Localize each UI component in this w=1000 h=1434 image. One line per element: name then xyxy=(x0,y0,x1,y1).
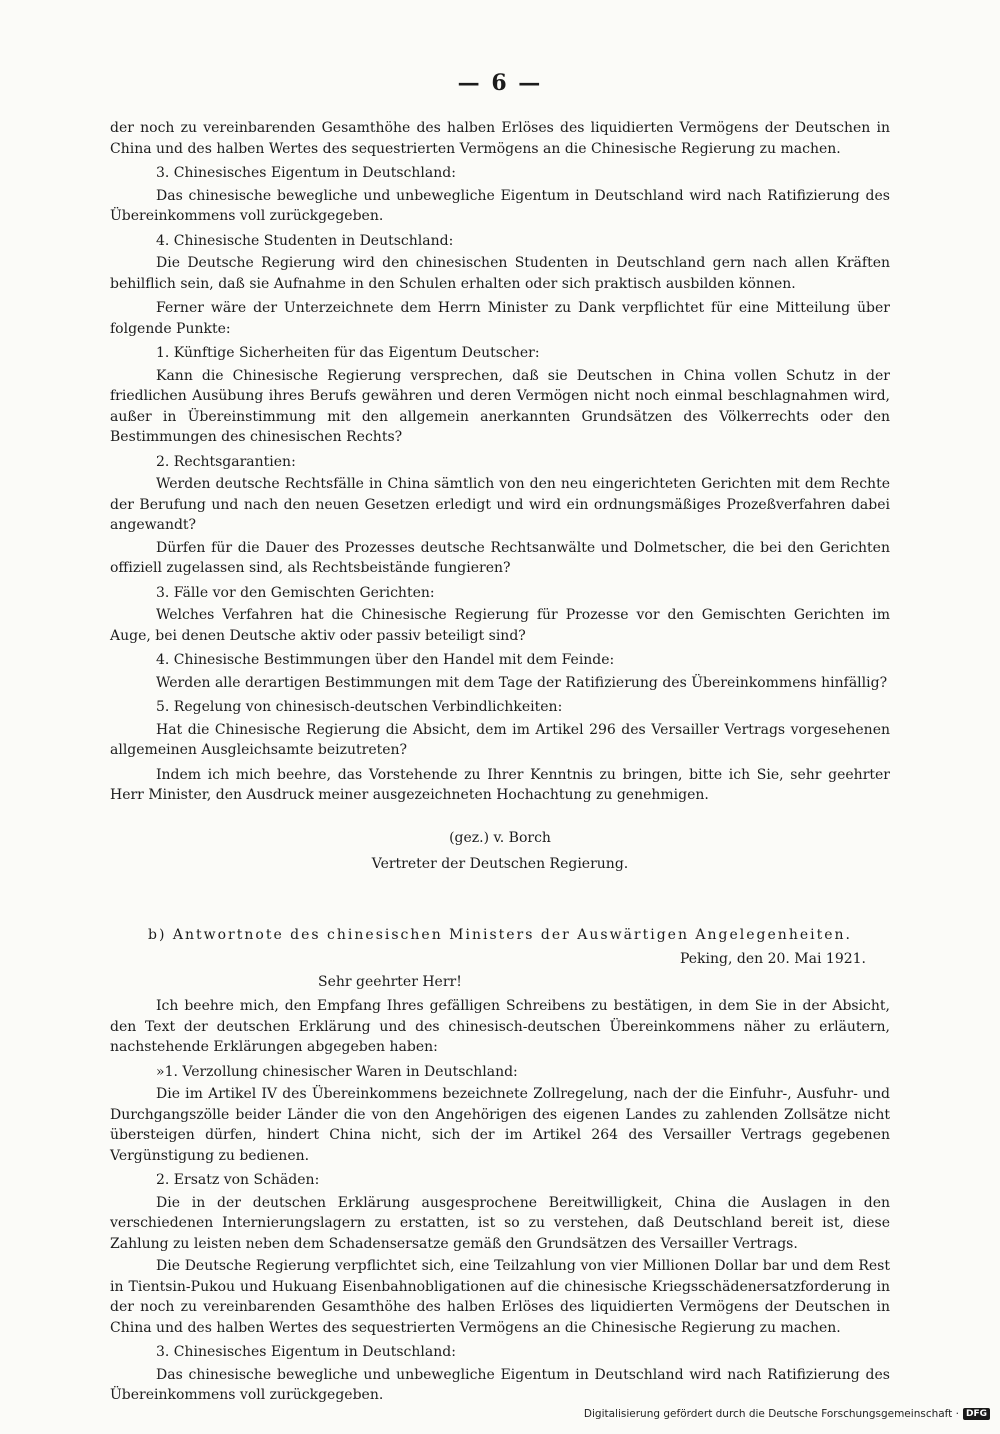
section-heading: 2. Ersatz von Schäden: xyxy=(156,1172,320,1188)
paragraph: Kann die Chinesische Regierung versprechen, daß sie Deutschen in China vollen Schutz in der friedlichen Ausübung ihres Berufs gewähren und deren Vermögen nicht noch einmal beschlagnahmen wird, außer in Übereinstimmung mit den allgemein anerkannten Grundsätzen des Völkerrechts oder den Bestimmungen des chinesischen Rechts? xyxy=(110,367,890,445)
paragraph: Dürfen für die Dauer des Prozesses deutsche Rechtsanwälte und Dolmetscher, die bei den Gerichten offiziell zugelassen sind, als Rechtsbeistände fungieren? xyxy=(110,539,890,576)
dfg-logo-icon: DFG xyxy=(963,1408,990,1420)
paragraph: Das chinesische bewegliche und unbewegliche Eigentum in Deutschland wird nach Ratifizierung des Übereinkommens voll zurückgegeben. xyxy=(110,1366,890,1403)
paragraph: Ferner wäre der Unterzeichnete dem Herrn Minister zu Dank verpflichtet für eine Mitteilung über folgende Punkte: xyxy=(110,300,890,337)
salutation: Sehr geehrter Herr! xyxy=(318,973,462,990)
page-number: — 6 — xyxy=(457,70,543,96)
paragraph: Welches Verfahren hat die Chinesische Regierung für Prozesse vor den Gemischten Gerichten im Auge, bei denen Deutsche aktiv oder passiv beteiligt sind? xyxy=(110,607,890,644)
section-heading: 3. Chinesisches Eigentum in Deutschland: xyxy=(156,165,456,181)
paragraph: Hat die Chinesische Regierung die Absicht, dem im Artikel 296 des Versailler Vertrags vorgesehenen allgemeinen Ausgleichsamte beizutreten? xyxy=(110,721,890,758)
section-heading: 1. Künftige Sicherheiten für das Eigentum Deutscher: xyxy=(156,345,540,361)
letter-date: Peking, den 20. Mai 1921. xyxy=(679,951,866,967)
section-heading: »1. Verzollung chinesischer Waren in Deutschland: xyxy=(156,1063,518,1080)
section-heading: 2. Rechtsgarantien: xyxy=(156,453,296,470)
section-heading: 5. Regelung von chinesisch-deutschen Verbindlichkeiten: xyxy=(156,699,563,715)
section-heading: 3. Chinesisches Eigentum in Deutschland: xyxy=(156,1344,456,1360)
paragraph: Das chinesische bewegliche und unbewegliche Eigentum in Deutschland wird nach Ratifizierung des Übereinkommens voll zurückgegeben. xyxy=(110,187,890,224)
paragraph: Die Deutsche Regierung verpflichtet sich, eine Teilzahlung von vier Millionen Dollar bar und dem Rest in Tientsin-Pukou und Hukuang Eisenbahnobligationen auf die chinesische Kriegsschädenersatzforderung in der noch zu vereinbarenden Gesamthöhe des halben Erlöses des liquidierten Vermögens der Deutschen in China und des halben Wertes des sequestrierten Vermögens an die Chinesische Regierung zu machen. xyxy=(110,1258,890,1336)
paragraph: Werden deutsche Rechtsfälle in China sämtlich von den neu eingerichteten Gerichten mit dem Rechte der Berufung und nach den neuen Gesetzen erledigt und wird ein ordnungsmäßiges Prozeßverfahren dabei angewandt? xyxy=(110,476,890,533)
section-heading: 4. Chinesische Studenten in Deutschland: xyxy=(156,232,454,249)
signature-title: Vertreter der Deutschen Regierung. xyxy=(371,856,629,872)
paragraph: Die in der deutschen Erklärung ausgesprochene Bereitwilligkeit, China die Auslagen in den verschiedenen Internierungslagern zu erstatten, ist so zu verstehen, daß Deutschland bereit ist, diese Zahlung zu leisten neben dem Schadensersatze gemäß den Grundsätzen des Versailler Vertrags. xyxy=(110,1194,890,1252)
paragraph: der noch zu vereinbarenden Gesamthöhe des halben Erlöses des liquidierten Vermögens der Deutschen in China und des halben Wertes des sequestrierten Vermögens an die Chinesische Regierung zu machen. xyxy=(110,120,890,157)
paragraph: Werden alle derartigen Bestimmungen mit dem Tage der Ratifizierung des Übereinkommens hinfällig? xyxy=(156,674,888,691)
section-b-title: b) Antwortnote des chinesischen Ministers der Auswärtigen Angelegenheiten. xyxy=(148,926,852,943)
paragraph: Die im Artikel IV des Übereinkommens bezeichnete Zollregelung, nach der die Einfuhr-, Ausfuhr- und Durchgangszölle beider Länder die von den Angehörigen des eigenen Landes zu zahlenden Zollsätze nicht übersteigen dürfen, hindert China nicht, sich der im Artikel 264 des Versailler Vertrags gegebenen Vergünstigung zu bedienen. xyxy=(110,1086,890,1164)
document-body xyxy=(110,118,890,1408)
paragraph: Die Deutsche Regierung wird den chinesischen Studenten in Deutschland gern nach allen Kräften behilflich sein, daß sie Aufnahme in den Schulen erhalten oder sich praktisch ausbilden können. xyxy=(110,255,890,292)
digitization-footer xyxy=(584,1408,990,1420)
section-heading: 3. Fälle vor den Gemischten Gerichten: xyxy=(156,584,435,601)
footer-credit: Digitalisierung gefördert durch die Deutsche Forschungsgemeinschaft · xyxy=(583,1408,959,1420)
paragraph: Ich beehre mich, den Empfang Ihres gefälligen Schreibens zu bestätigen, in dem Sie in der Absicht, den Text der deutschen Erklärung und des chinesisch-deutschen Übereinkommens näher zu erläutern, nachstehende Erklärungen abgegeben haben: xyxy=(110,998,890,1055)
signature-name: (gez.) v. Borch xyxy=(449,829,551,846)
closing-paragraph: Indem ich mich beehre, das Vorstehende zu Ihrer Kenntnis zu bringen, bitte ich Sie, sehr geehrter Herr Minister, den Ausdruck meiner ausgezeichneten Hochachtung zu genehmigen. xyxy=(110,766,890,803)
section-heading: 4. Chinesische Bestimmungen über den Handel mit dem Feinde: xyxy=(156,652,615,668)
